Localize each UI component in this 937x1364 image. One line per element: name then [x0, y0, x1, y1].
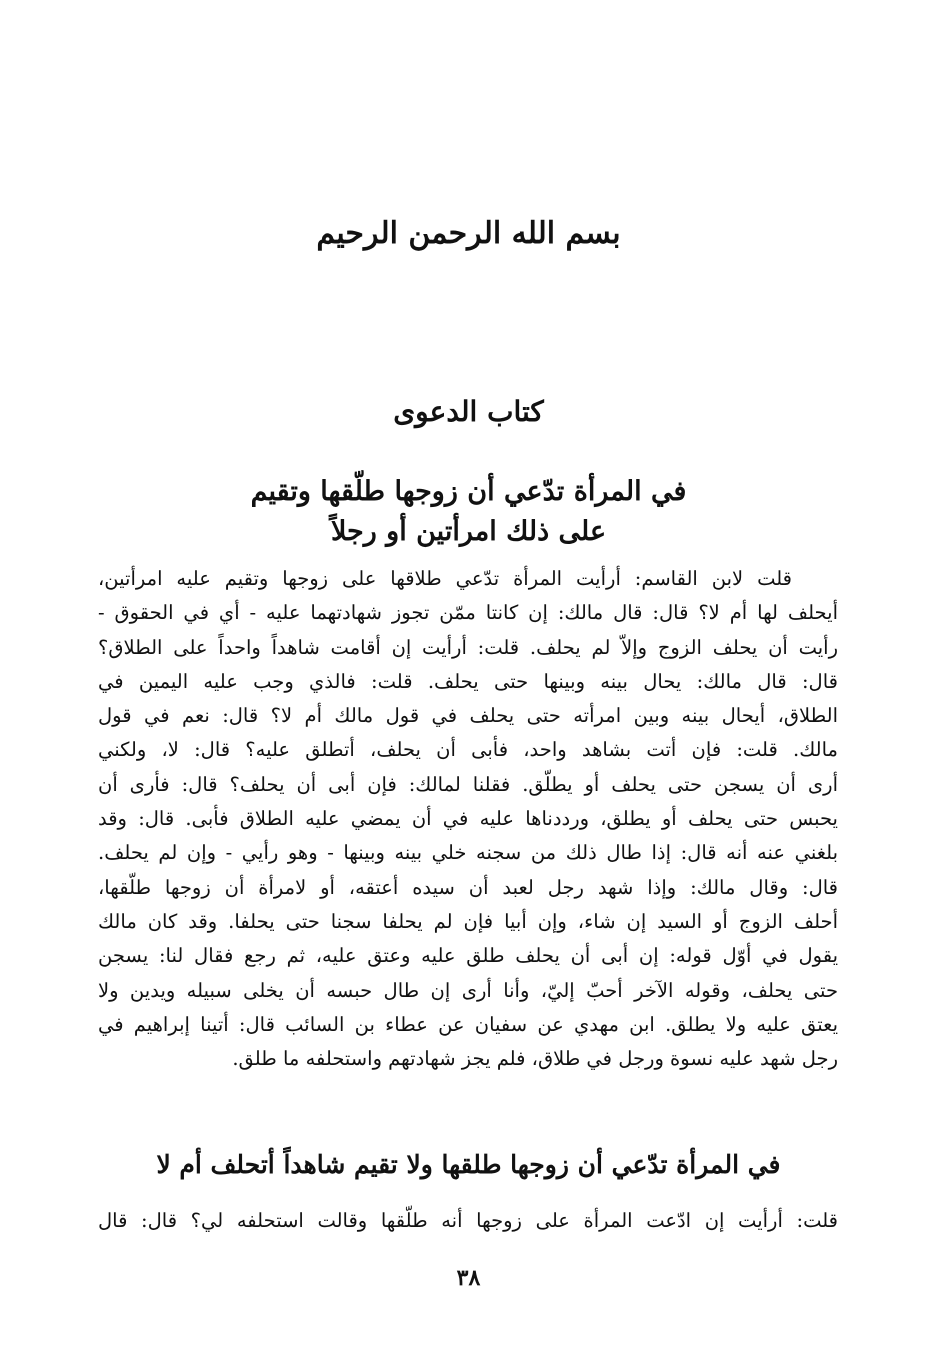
section-body-paragraph	[98, 1204, 838, 1238]
body-paragraph	[98, 562, 838, 1076]
body-line: يقول في أوّل قوله: إن أبى أن يحلف طلق عليه وعتق عليه، ثم رجع فقال لنا: يسجن	[98, 944, 838, 968]
body-line: أيحلف لها أم لا؟ قال: قال مالك: إن كانتا ممّن تجوز شهادتهما عليه - أي في الحقوق -	[98, 601, 838, 625]
basmala-heading: بسم الله الرحمن الرحيم	[316, 216, 621, 251]
body-line: أرى أن يسجن حتى يحلف أو يطلّق. فقلنا لمالك: فإن أبى أن يحلف؟ قال: فأرى أن	[98, 772, 838, 796]
body-line: قال: وقال مالك: وإذا شهد رجل لعبد أن سيده أعتقه، أو لامرأة أن زوجها طلّقها،	[98, 875, 838, 899]
body-line: قلت لابن القاسم: أرأيت المرأة تدّعي طلاقها على زوجها وتقيم عليه امرأتين،	[98, 567, 792, 590]
body-line: حتى يحلف، وقوله الآخر أحبّ إليّ، وأنا أرى إن طال حبسه أن يخلى سبيله ويدين ولا	[98, 978, 838, 1002]
section-body-line: قلت: أرأيت إن ادّعت المرأة على زوجها أنه طلّقها وقالت استحلفه لي؟ قال: قال	[98, 1209, 838, 1232]
book-title: كتاب الدعوى	[393, 395, 544, 428]
body-line: أحلف الزوج أو السيد إن شاء، وإن أبيا فإن لم يحلفا سجنا حتى يحلفا. وقد كان مالك	[98, 909, 838, 933]
chapter-title	[0, 472, 937, 552]
page-number: ٣٨	[456, 1265, 481, 1291]
body-line: الطلاق، أيحال بينه وبين امرأته حتى يحلف في قول مالك أم لا؟ قال: نعم في قول	[98, 704, 838, 728]
body-line: رأيت أن يحلف الزوج وإلاّ لم يحلف. قلت: أرأيت إن أقامت شاهداً واحداً على الطلاق؟	[98, 635, 838, 659]
chapter-title-line-2: على ذلك امرأتين أو رجلاً	[330, 516, 607, 547]
chapter-title-line-1: في المرأة تدّعي أن زوجها طلّقها وتقيم	[250, 476, 687, 507]
body-line: يعتق عليه ولا يطلق. ابن مهدي عن سفيان عن عطاء بن السائب قال: أتينا إبراهيم في	[98, 1012, 838, 1036]
body-line: يحبس حتى يحلف أو يطلق، ورددناها عليه في أن يمضي عليه الطلاق فأبى. قال: وقد	[98, 807, 838, 831]
body-line: رجل شهد عليه نسوة ورجل في طلاق، فلم يجز شهادتهم واستحلفه ما طلق.	[232, 1047, 838, 1071]
section-title: في المرأة تدّعي أن زوجها طلقها ولا تقيم شاهداً أتحلف أم لا	[156, 1150, 781, 1179]
body-line: بلغني عنه أنه قال: إذا طال ذلك من سجنه خلي بينه وبينها - وهو رأيي - وإن لم يحلف.	[98, 841, 838, 865]
body-line: مالك. قلت: فإن أتت بشاهد واحد، فأبى أن يحلف، أتطلق عليه؟ قال: لا، ولكني	[98, 738, 838, 762]
body-line: قال: قال مالك: يحال بينه وبينها حتى يحلف. قلت: فالذي وجب عليه اليمين في	[98, 669, 838, 693]
